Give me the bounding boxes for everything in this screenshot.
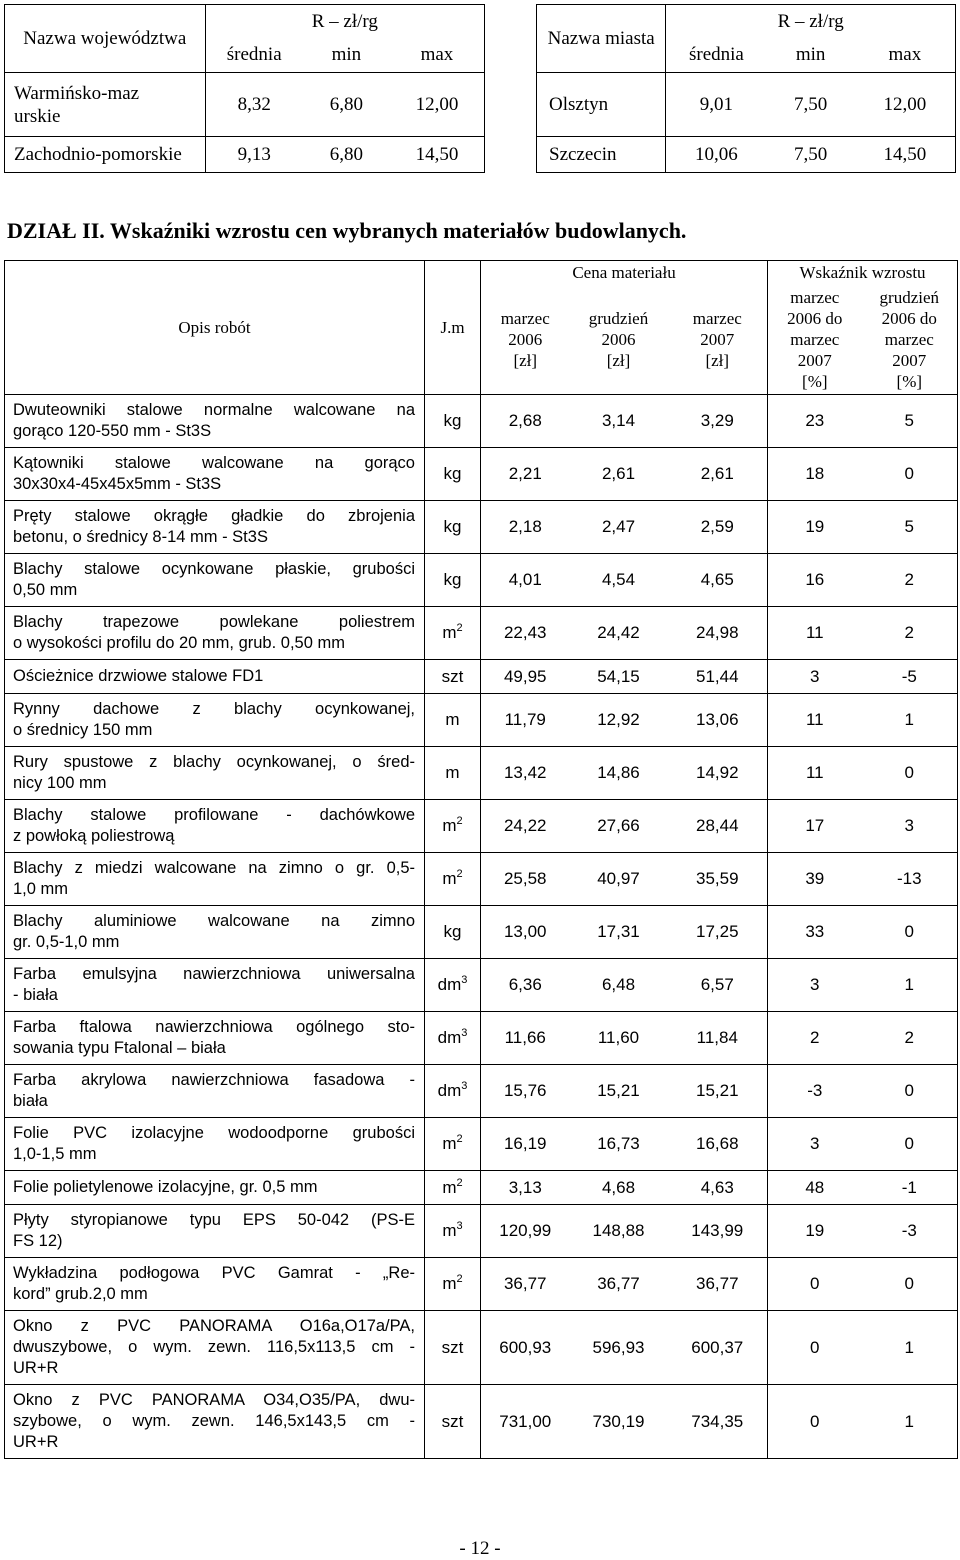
city-avg: 9,01 <box>666 73 767 137</box>
unit-cell <box>425 1065 481 1118</box>
description-line: szybowe, o wym. zewn. 146,5x143,5 cm - <box>13 1412 415 1430</box>
price-mar-2007: 3,29 <box>668 395 768 448</box>
unit-exponent: 2 <box>456 622 463 634</box>
material-description <box>5 694 425 747</box>
price-mar-2007: 16,68 <box>668 1118 768 1171</box>
price-mar-2007: 2,61 <box>668 448 768 501</box>
unit-cell <box>425 1012 481 1065</box>
material-description <box>5 607 425 660</box>
description-line: Farba akrylowa nawierzchniowa fasadowa - <box>13 1071 415 1089</box>
material-price-index-table <box>4 260 958 1459</box>
description-line: Blachy aluminiowe walcowane na zimno <box>13 912 415 930</box>
unit-cell <box>425 501 481 554</box>
index-dec06-mar07: 1 <box>862 1385 958 1459</box>
material-description <box>5 906 425 959</box>
price-mar-2007: 36,77 <box>668 1258 768 1311</box>
index-dec06-mar07: 0 <box>862 448 958 501</box>
material-description <box>5 395 425 448</box>
index-mar06-mar07: 0 <box>768 1311 862 1385</box>
description-line: o średnicy 150 mm <box>13 721 153 739</box>
description-line: z powłoką poliestrową <box>13 827 175 845</box>
price-mar-2007: 17,25 <box>668 906 768 959</box>
material-description <box>5 853 425 906</box>
price-mar-2006: 22,43 <box>481 607 570 660</box>
unit-exponent: 2 <box>456 815 463 827</box>
header-line: marzec <box>500 308 550 328</box>
unit-cell <box>425 1205 481 1258</box>
index-dec06-mar07: 0 <box>862 1258 958 1311</box>
table-row <box>5 1118 958 1171</box>
material-description <box>5 1385 425 1459</box>
unit-text: kg <box>443 570 462 589</box>
table-row <box>5 395 958 448</box>
description-line: Okno z PVC PANORAMA O16a,O17a/PA, <box>13 1317 415 1335</box>
unit-exponent: 3 <box>461 1080 468 1092</box>
unit-text: kg <box>443 464 462 483</box>
table-row <box>5 1311 958 1385</box>
price-mar-2007: 6,57 <box>668 959 768 1012</box>
index-dec06-mar07: 5 <box>862 395 958 448</box>
header-line: marzec <box>790 287 840 307</box>
price-dec-2006: 2,47 <box>570 501 668 554</box>
city-min: 7,50 <box>767 137 855 173</box>
unit-text: m <box>442 869 457 888</box>
price-mar-2006: 36,77 <box>481 1258 570 1311</box>
unit-exponent: 2 <box>456 868 463 880</box>
region-max: 12,00 <box>390 73 485 137</box>
index-dec06-mar07: 1 <box>862 959 958 1012</box>
table-row <box>5 607 958 660</box>
city-name: Olsztyn <box>537 73 666 137</box>
header-line: grudzień <box>879 287 940 307</box>
unit-text: m <box>442 816 457 835</box>
header-line: [zł] <box>513 350 538 370</box>
price-mar-2006: 13,00 <box>481 906 570 959</box>
unit-text: dm <box>437 1028 462 1047</box>
unit-cell <box>425 694 481 747</box>
description-line: Pręty stalowe okrągłe gładkie do zbrojenia <box>13 507 415 525</box>
description-line: Folie polietylenowe izolacyjne, gr. 0,5 mm <box>13 1178 318 1196</box>
price-mar-2006: 11,66 <box>481 1012 570 1065</box>
header-line: [%] <box>802 371 828 391</box>
unit-exponent: 2 <box>456 1176 463 1189</box>
price-dec-2006: 54,15 <box>570 660 668 694</box>
header-line: grudzień <box>588 308 649 328</box>
page-number: - 12 - <box>459 1538 501 1559</box>
unit-cell <box>425 800 481 853</box>
table-row <box>5 853 958 906</box>
price-mar-2007: 143,99 <box>668 1205 768 1258</box>
description-line: 30x30x4-45x45x5mm - St3S <box>13 475 222 493</box>
table-row <box>5 1205 958 1258</box>
material-description <box>5 501 425 554</box>
unit-exponent: 2 <box>456 1133 463 1145</box>
price-mar-2007: 734,35 <box>668 1385 768 1459</box>
region-rates-table <box>4 4 485 173</box>
index-dec06-mar07: 1 <box>862 694 958 747</box>
unit-text: szt <box>441 1411 464 1431</box>
price-mar-2006: 2,21 <box>481 448 570 501</box>
price-mar-2007: 600,37 <box>668 1311 768 1385</box>
city-avg: 10,06 <box>666 137 767 173</box>
unit-cell <box>425 554 481 607</box>
unit-text: kg <box>443 517 462 536</box>
unit-text: m <box>442 623 457 642</box>
header-line: 2007 <box>700 329 735 349</box>
description-line: Blachy stalowe ocynkowane płaskie, grubości <box>13 560 415 578</box>
price-mar-2006: 600,93 <box>481 1311 570 1385</box>
unit-text: m <box>445 763 460 782</box>
unit-text: m <box>442 1177 457 1197</box>
price-mar-2007: 24,98 <box>668 607 768 660</box>
index-mar06-mar07: 17 <box>768 800 862 853</box>
price-dec-2006: 4,54 <box>570 554 668 607</box>
avg-header: średnia <box>666 39 767 73</box>
price-mar-2006: 25,58 <box>481 853 570 906</box>
price-mar-2006: 49,95 <box>481 660 570 694</box>
unit-text: m <box>442 1221 457 1240</box>
price-dec-2006: 36,77 <box>570 1258 668 1311</box>
price-mar-2007: 35,59 <box>668 853 768 906</box>
price-dec-2006: 15,21 <box>570 1065 668 1118</box>
index-mar06-mar07: 0 <box>768 1258 862 1311</box>
index-dec06-mar07: -5 <box>862 660 958 694</box>
description-line: dwuszybowe, o wym. zewn. 116,5x113,5 cm - <box>13 1338 415 1356</box>
unit-cell <box>425 1385 481 1459</box>
price-mar-2006: 4,01 <box>481 554 570 607</box>
city-min: 7,50 <box>767 73 855 137</box>
description-line: Kątowniki stalowe walcowane na gorąco <box>13 454 415 472</box>
description-header: Opis robót <box>5 261 425 395</box>
unit-text: kg <box>443 411 462 430</box>
unit-text: dm <box>437 1081 462 1100</box>
index-dec06-mar07: 5 <box>862 501 958 554</box>
index-mar06-mar07: 48 <box>768 1171 862 1205</box>
table-row <box>5 448 958 501</box>
unit-exponent: 3 <box>461 974 468 986</box>
description-line: Blachy z miedzi walcowane na zimno o gr. 0,5- <box>13 859 415 877</box>
unit-cell <box>425 607 481 660</box>
description-line: kord” grub.2,0 mm <box>13 1285 148 1303</box>
header-line: 2006 <box>601 329 636 349</box>
unit-cell <box>425 853 481 906</box>
col-header-mar06 <box>481 285 570 395</box>
unit-exponent: 3 <box>461 1027 468 1039</box>
max-header: max <box>855 39 956 73</box>
price-dec-2006: 11,60 <box>570 1012 668 1065</box>
description-line: FS 12) <box>13 1232 63 1250</box>
material-description <box>5 1012 425 1065</box>
description-line: - biała <box>13 986 58 1004</box>
index-mar06-mar07: 23 <box>768 395 862 448</box>
table-row <box>5 660 958 694</box>
material-description <box>5 800 425 853</box>
price-dec-2006: 27,66 <box>570 800 668 853</box>
index-group-header: Wskaźnik wzrostu <box>768 261 958 285</box>
city-max: 14,50 <box>855 137 956 173</box>
unit-exponent: 2 <box>456 1273 463 1285</box>
price-group-header: Cena materiału <box>481 261 768 285</box>
index-mar06-mar07: 39 <box>768 853 862 906</box>
header-line: 2006 do <box>881 308 937 328</box>
index-mar06-mar07: 3 <box>768 660 862 694</box>
material-description <box>5 1065 425 1118</box>
unit-text: kg <box>443 922 462 941</box>
material-description <box>5 1311 425 1385</box>
unit-text: m <box>442 1134 457 1153</box>
price-mar-2007: 28,44 <box>668 800 768 853</box>
price-mar-2006: 24,22 <box>481 800 570 853</box>
index-mar06-mar07: 19 <box>768 1205 862 1258</box>
table-row <box>5 1171 958 1205</box>
price-mar-2006: 13,42 <box>481 747 570 800</box>
table-row <box>5 1012 958 1065</box>
price-dec-2006: 4,68 <box>570 1171 668 1205</box>
description-line: Folie PVC izolacyjne wodoodporne grubości <box>13 1124 415 1142</box>
rate-header: R – zł/rg <box>205 5 484 39</box>
table-row <box>5 554 958 607</box>
description-line: gorąco 120-550 mm - St3S <box>13 422 212 440</box>
price-mar-2007: 14,92 <box>668 747 768 800</box>
unit-cell <box>425 1118 481 1171</box>
price-dec-2006: 148,88 <box>570 1205 668 1258</box>
region-name <box>5 73 206 137</box>
description-line: Płyty styropianowe typu EPS 50-042 (PS-E <box>13 1211 415 1229</box>
header-line: 2006 <box>508 329 543 349</box>
price-mar-2007: 4,63 <box>668 1171 768 1205</box>
region-avg: 8,32 <box>205 73 303 137</box>
description-line: 1,0 mm <box>13 880 69 898</box>
description-line: UR+R <box>13 1359 59 1377</box>
rate-header: R – zł/rg <box>666 5 956 39</box>
price-dec-2006: 12,92 <box>570 694 668 747</box>
description-line: betonu, o średnicy 8-14 mm - St3S <box>13 528 268 546</box>
price-mar-2006: 2,18 <box>481 501 570 554</box>
index-dec06-mar07: -3 <box>862 1205 958 1258</box>
city-max: 12,00 <box>855 73 956 137</box>
col-header-idx2 <box>862 285 958 395</box>
description-line: 1,0-1,5 mm <box>13 1145 97 1163</box>
min-header: min <box>767 39 855 73</box>
unit-text: m <box>442 1274 457 1293</box>
price-mar-2007: 2,59 <box>668 501 768 554</box>
header-line: marzec <box>884 329 934 349</box>
price-mar-2007: 15,21 <box>668 1065 768 1118</box>
index-dec06-mar07: 2 <box>862 1012 958 1065</box>
index-dec06-mar07: -1 <box>862 1171 958 1205</box>
index-mar06-mar07: 11 <box>768 694 862 747</box>
min-header: min <box>303 39 390 73</box>
region-max: 14,50 <box>390 137 485 173</box>
description-line: Ościeżnice drzwiowe stalowe FD1 <box>13 667 264 685</box>
index-mar06-mar07: 11 <box>768 607 862 660</box>
price-dec-2006: 2,61 <box>570 448 668 501</box>
price-mar-2007: 4,65 <box>668 554 768 607</box>
index-mar06-mar07: 3 <box>768 1118 862 1171</box>
description-line: Farba ftalowa nawierzchniowa ogólnego sto- <box>13 1018 415 1036</box>
description-line: nicy 100 mm <box>13 774 107 792</box>
table-row <box>5 906 958 959</box>
description-line: sowania typu Ftalonal – biała <box>13 1039 226 1057</box>
section-title: DZIAŁ II. Wskaźniki wzrostu cen wybranych materiałów budowlanych. <box>7 218 687 243</box>
region-name-text: Warmińsko-mazurskie <box>14 82 140 127</box>
city-rates-table <box>536 4 956 173</box>
price-dec-2006: 3,14 <box>570 395 668 448</box>
index-mar06-mar07: 33 <box>768 906 862 959</box>
header-line: 2007 <box>797 350 832 370</box>
material-description <box>5 747 425 800</box>
index-mar06-mar07: 18 <box>768 448 862 501</box>
price-mar-2007: 11,84 <box>668 1012 768 1065</box>
table-row <box>5 1385 958 1459</box>
description-line: Farba emulsyjna nawierzchniowa uniwersalna <box>13 965 415 983</box>
price-mar-2006: 6,36 <box>481 959 570 1012</box>
description-line: o wysokości profilu do 20 mm, grub. 0,50 mm <box>13 634 345 652</box>
unit-text: szt <box>441 666 464 686</box>
index-mar06-mar07: 0 <box>768 1385 862 1459</box>
price-mar-2006: 731,00 <box>481 1385 570 1459</box>
description-line: Blachy stalowe profilowane - dachówkowe <box>13 806 415 824</box>
index-mar06-mar07: -3 <box>768 1065 862 1118</box>
price-dec-2006: 24,42 <box>570 607 668 660</box>
price-dec-2006: 6,48 <box>570 959 668 1012</box>
header-line: marzec <box>790 329 840 349</box>
region-name: Zachodnio-pomorskie <box>5 137 206 173</box>
description-line: Blachy trapezowe powlekane poliestrem <box>13 613 415 631</box>
index-dec06-mar07: 0 <box>862 1118 958 1171</box>
unit-cell <box>425 395 481 448</box>
avg-header: średnia <box>205 39 303 73</box>
price-mar-2007: 51,44 <box>668 660 768 694</box>
table-row <box>5 747 958 800</box>
index-dec06-mar07: 0 <box>862 906 958 959</box>
material-description <box>5 1118 425 1171</box>
index-mar06-mar07: 2 <box>768 1012 862 1065</box>
col-header-gru06 <box>570 285 668 395</box>
unit-text: dm <box>437 975 462 994</box>
unit-text: szt <box>441 1337 464 1357</box>
index-mar06-mar07: 16 <box>768 554 862 607</box>
description-line: biała <box>13 1092 48 1110</box>
table-row <box>5 800 958 853</box>
material-description <box>5 554 425 607</box>
unit-exponent: 3 <box>456 1220 463 1232</box>
price-dec-2006: 14,86 <box>570 747 668 800</box>
price-dec-2006: 40,97 <box>570 853 668 906</box>
header-line: [zł] <box>606 350 631 370</box>
material-description <box>5 448 425 501</box>
material-description <box>5 1171 425 1205</box>
region-min: 6,80 <box>303 137 390 173</box>
index-mar06-mar07: 19 <box>768 501 862 554</box>
price-mar-2007: 13,06 <box>668 694 768 747</box>
description-line: UR+R <box>13 1433 59 1451</box>
price-dec-2006: 730,19 <box>570 1385 668 1459</box>
unit-text: m <box>445 710 460 729</box>
city-header: Nazwa miasta <box>537 5 666 73</box>
header-line: [zł] <box>705 350 730 370</box>
index-mar06-mar07: 3 <box>768 959 862 1012</box>
price-mar-2006: 2,68 <box>481 395 570 448</box>
price-mar-2006: 11,79 <box>481 694 570 747</box>
index-dec06-mar07: 2 <box>862 554 958 607</box>
index-dec06-mar07: 2 <box>862 607 958 660</box>
description-line: 0,50 mm <box>13 581 78 599</box>
material-description <box>5 1258 425 1311</box>
unit-cell <box>425 448 481 501</box>
description-line: Wykładzina podłogowa PVC Gamrat - „Re- <box>13 1264 415 1282</box>
price-dec-2006: 596,93 <box>570 1311 668 1385</box>
unit-cell <box>425 660 481 694</box>
description-line: Okno z PVC PANORAMA O34,O35/PA, dwu- <box>13 1391 415 1409</box>
price-dec-2006: 16,73 <box>570 1118 668 1171</box>
index-dec06-mar07: 0 <box>862 747 958 800</box>
header-line: 2007 <box>892 350 927 370</box>
unit-header: J.m <box>425 261 481 395</box>
index-mar06-mar07: 11 <box>768 747 862 800</box>
header-line: 2006 do <box>787 308 843 328</box>
unit-cell <box>425 1171 481 1205</box>
col-header-idx1 <box>768 285 862 395</box>
price-mar-2006: 3,13 <box>481 1171 570 1205</box>
unit-cell <box>425 906 481 959</box>
region-avg: 9,13 <box>205 137 303 173</box>
region-header: Nazwa województwa <box>5 5 206 73</box>
max-header: max <box>390 39 485 73</box>
price-mar-2006: 120,99 <box>481 1205 570 1258</box>
unit-cell <box>425 1311 481 1385</box>
index-dec06-mar07: 3 <box>862 800 958 853</box>
price-mar-2006: 15,76 <box>481 1065 570 1118</box>
header-line: [%] <box>896 371 923 391</box>
table-row <box>5 1258 958 1311</box>
table-row <box>5 501 958 554</box>
price-mar-2006: 16,19 <box>481 1118 570 1171</box>
description-line: Dwuteowniki stalowe normalne walcowane na <box>13 401 415 419</box>
index-dec06-mar07: -13 <box>862 853 958 906</box>
city-name: Szczecin <box>537 137 666 173</box>
unit-cell <box>425 1258 481 1311</box>
description-line: Rury spustowe z blachy ocynkowanej, o śred- <box>13 753 415 771</box>
header-line: marzec <box>692 308 742 328</box>
table-row <box>5 959 958 1012</box>
col-header-mar07 <box>668 285 768 395</box>
index-dec06-mar07: 0 <box>862 1065 958 1118</box>
description-line: Rynny dachowe z blachy ocynkowanej, <box>13 700 415 718</box>
material-description <box>5 959 425 1012</box>
material-description <box>5 660 425 694</box>
description-line: gr. 0,5-1,0 mm <box>13 933 120 951</box>
price-dec-2006: 17,31 <box>570 906 668 959</box>
material-description <box>5 1205 425 1258</box>
table-row <box>5 694 958 747</box>
index-dec06-mar07: 1 <box>862 1311 958 1385</box>
unit-cell <box>425 747 481 800</box>
table-row <box>5 1065 958 1118</box>
region-min: 6,80 <box>303 73 390 137</box>
unit-cell <box>425 959 481 1012</box>
